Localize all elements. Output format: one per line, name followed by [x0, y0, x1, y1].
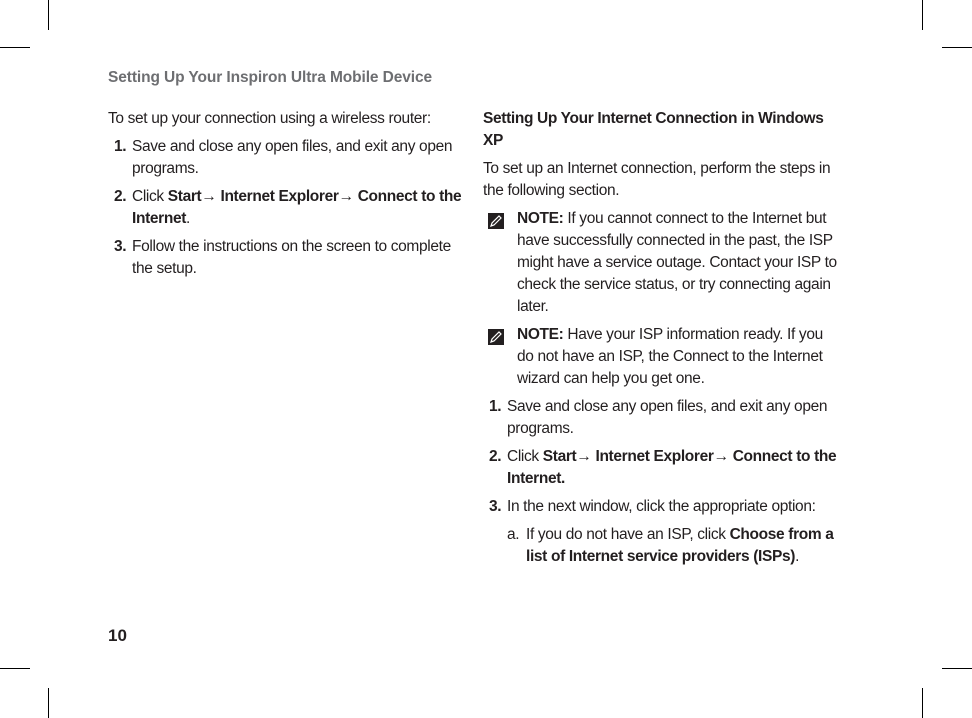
left-column: [108, 108, 463, 286]
page-number: 10: [108, 626, 127, 645]
arrow: →: [713, 448, 733, 465]
step-text: Follow the instructions on the screen to complete the setup.: [132, 238, 451, 277]
list-item: [108, 186, 463, 230]
section-heading: Setting Up Your Internet Connection in Windows XP: [483, 110, 824, 149]
step-number: 1.: [114, 138, 127, 155]
substep-letter: a.: [507, 526, 520, 543]
menu-path-ie: Internet Explorer: [595, 448, 714, 465]
step-number: 3.: [489, 498, 502, 515]
intro-text: To set up your connection using a wireless router:: [108, 110, 431, 127]
running-header: Setting Up Your Inspiron Ultra Mobile Device: [108, 69, 433, 86]
step-text: Save and close any open files, and exit any open programs.: [507, 398, 828, 437]
list-item: [483, 446, 843, 490]
crop-mark: [942, 668, 972, 669]
note: [483, 324, 843, 390]
arrow: →: [201, 188, 221, 205]
note-text: If you cannot connect to the Internet but have successfully connected in the past, the ISP might have a service outage. Contact your ISP to check the service status, or try connecting again later.: [517, 210, 837, 315]
list-item: [108, 136, 463, 180]
note-label: NOTE:: [517, 326, 564, 343]
substep-text: If you do not have an ISP, click: [526, 526, 730, 543]
punctuation: .: [795, 548, 800, 565]
crop-mark: [922, 688, 923, 718]
step-number: 3.: [114, 238, 127, 255]
menu-path-ie: Internet Explorer: [220, 188, 339, 205]
menu-path-start: Start: [167, 188, 202, 205]
sub-list-item: [483, 524, 843, 568]
note-text: Have your ISP information ready. If you do not have an ISP, the Connect to the Internet wizard can help you get one.: [517, 326, 823, 387]
crop-mark: [48, 688, 49, 718]
step-number: 2.: [114, 188, 127, 205]
menu-path-connect: Connect to the Internet: [132, 188, 462, 227]
step-number: 1.: [489, 398, 502, 415]
pencil-note-icon: [488, 329, 504, 345]
list-item: [483, 496, 843, 518]
list-item: [483, 396, 843, 440]
note: [483, 208, 843, 318]
crop-mark: [48, 0, 49, 30]
step-text: Click: [132, 188, 168, 205]
right-column: [483, 108, 843, 568]
arrow: →: [338, 188, 358, 205]
crop-mark: [942, 47, 972, 48]
step-text: In the next window, click the appropriate option:: [507, 498, 816, 515]
crop-mark: [0, 668, 30, 669]
step-text: Save and close any open files, and exit any open programs.: [132, 138, 453, 177]
crop-mark: [922, 0, 923, 30]
menu-path-connect: Connect to the Internet.: [507, 448, 837, 487]
intro-text: To set up an Internet connection, perform the steps in the following section.: [483, 160, 831, 199]
menu-path-start: Start: [542, 448, 577, 465]
step-text: Click: [507, 448, 543, 465]
punctuation: .: [186, 210, 191, 227]
crop-mark: [0, 47, 30, 48]
option-name: Choose from a list of Internet service providers (ISPs): [526, 526, 834, 565]
note-label: NOTE:: [517, 210, 564, 227]
list-item: [108, 236, 463, 280]
step-number: 2.: [489, 448, 502, 465]
arrow: →: [576, 448, 596, 465]
pencil-note-icon: [488, 213, 504, 229]
